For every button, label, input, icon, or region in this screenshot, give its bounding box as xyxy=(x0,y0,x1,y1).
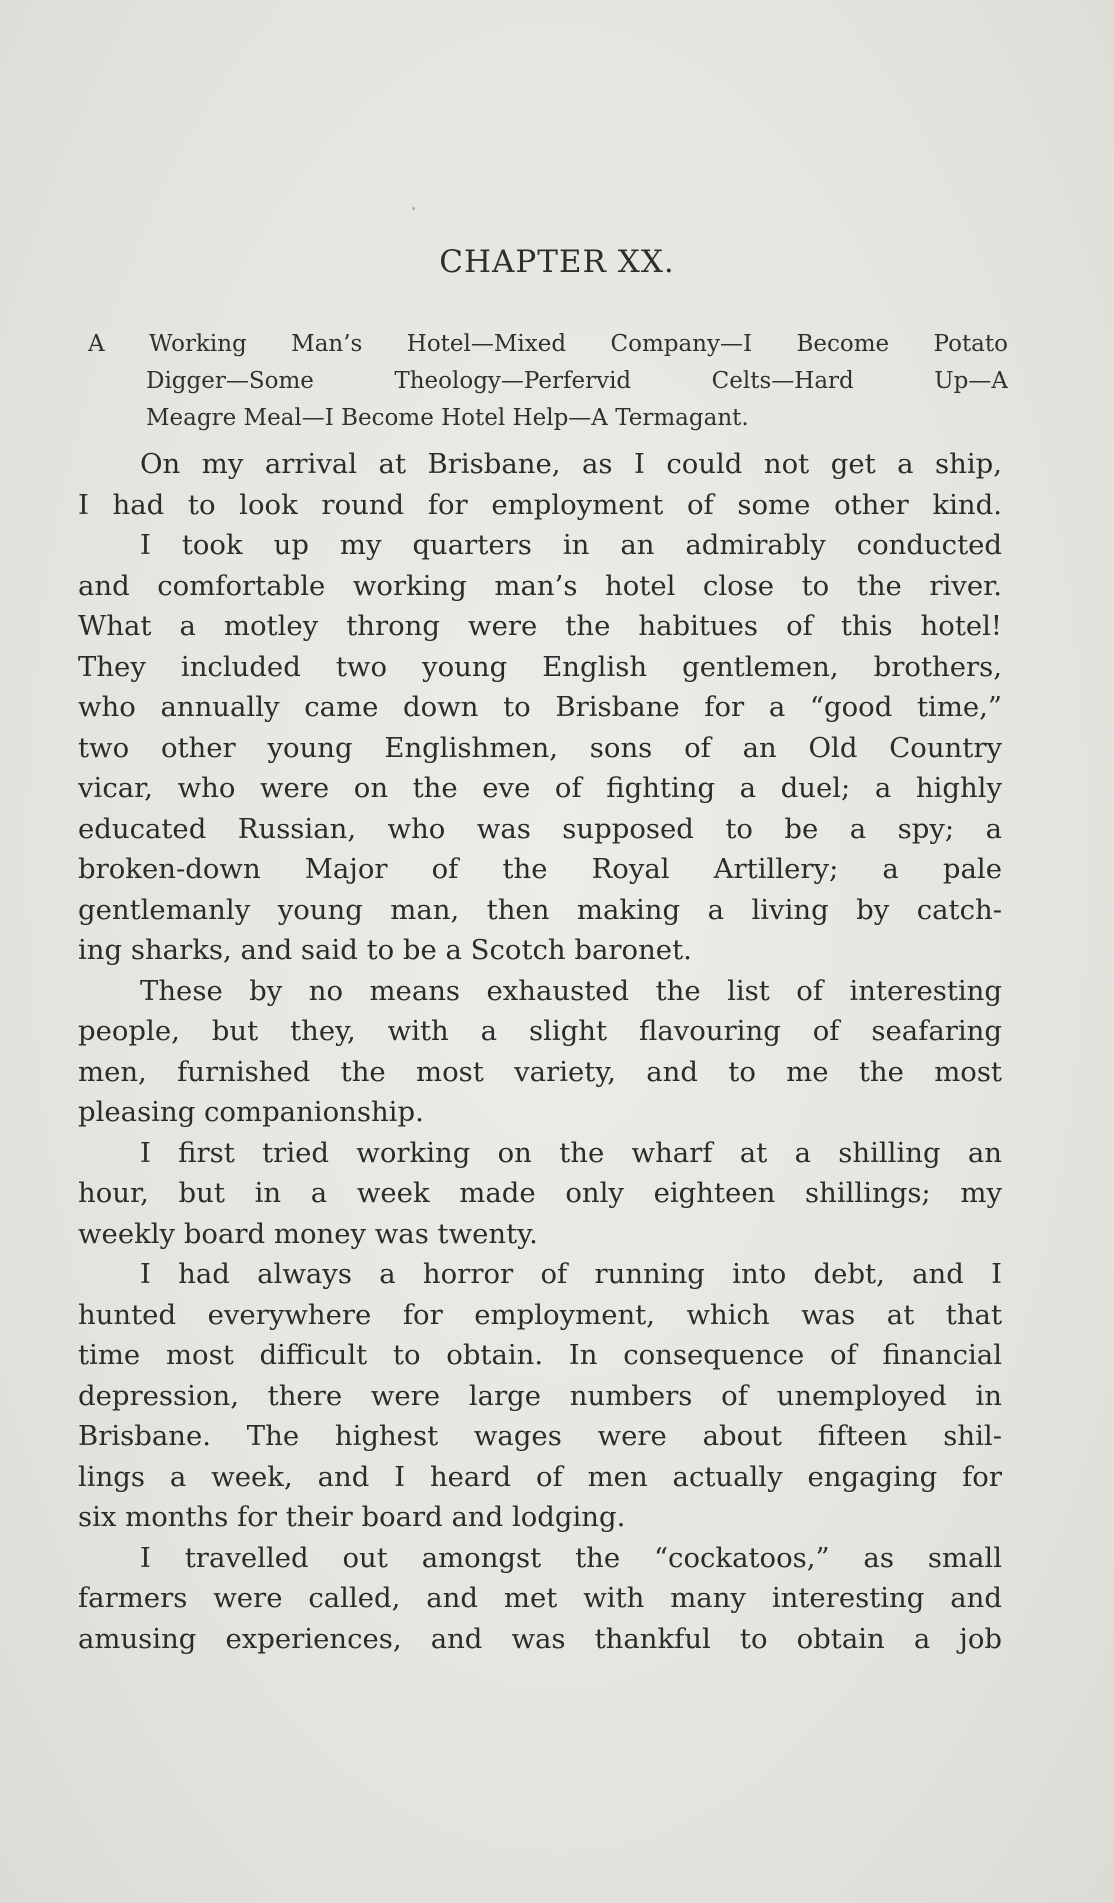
chapter-title: CHAPTER XX. xyxy=(439,244,675,280)
text-line: pleasing companionship. xyxy=(78,1096,424,1128)
text-line: They included two young English gentlemen, brothers, xyxy=(78,650,1002,683)
text-line: I took up my quarters in an admirably conducted xyxy=(140,529,1002,561)
text-line: ing sharks, and said to be a Scotch baronet. xyxy=(78,934,692,966)
summary-line: Meagre Meal—I Become Hotel Help—A Termagant. xyxy=(146,405,749,431)
text-line: men, furnished the most variety, and to me the most xyxy=(78,1055,1002,1088)
text-line: hour, but in a week made only eighteen shillings; my xyxy=(78,1177,1002,1209)
text-line: What a motley throng were the habitues of this hotel! xyxy=(78,610,1002,642)
text-line: six months for their board and lodging. xyxy=(78,1501,626,1533)
text-line: amusing experiences, and was thankful to obtain a job xyxy=(78,1622,1002,1655)
text-line: I travelled out amongst the “cockatoos,” as small xyxy=(140,1541,1002,1574)
text-line: weekly board money was twenty. xyxy=(78,1217,538,1250)
text-line: These by no means exhausted the list of interesting xyxy=(140,974,1002,1007)
text-line: lings a week, and I heard of men actually engaging for xyxy=(78,1460,1002,1493)
text-line: On my arrival at Brisbane, as I could not get a ship, xyxy=(140,448,1002,480)
text-line: people, but they, with a slight flavouring of seafaring xyxy=(78,1015,1002,1047)
text-line: I had to look round for employment of some other kind. xyxy=(78,488,1002,521)
text-line: broken-down Major of the Royal Artillery; a pale xyxy=(78,853,1002,885)
summary-line: A Working Man’s Hotel—Mixed Company—I Become Potato xyxy=(88,331,1008,357)
text-line: Brisbane. The highest wages were about fifteen shil- xyxy=(78,1420,1002,1452)
body-text xyxy=(78,444,1002,1659)
text-line: who annually came down to Brisbane for a “good time,” xyxy=(78,691,1002,723)
text-line: educated Russian, who was supposed to be a spy; a xyxy=(78,812,1002,845)
text-line: gentlemanly young man, then making a living by catch- xyxy=(78,893,1002,926)
text-line: time most difficult to obtain. In consequence of financial xyxy=(78,1339,1002,1371)
text-line: two other young Englishmen, sons of an Old Country xyxy=(78,731,1002,764)
text-line: I had always a horror of running into debt, and I xyxy=(140,1258,1002,1290)
text-line: farmers were called, and met with many interesting and xyxy=(78,1582,1002,1614)
ink-speck xyxy=(412,207,415,210)
chapter-summary xyxy=(88,326,1008,437)
text-line: and comfortable working man’s hotel close to the river. xyxy=(78,569,1002,602)
text-line: vicar, who were on the eve of fighting a duel; a highly xyxy=(78,772,1002,804)
text-line: depression, there were large numbers of unemployed in xyxy=(78,1379,1002,1412)
text-line: hunted everywhere for employment, which was at that xyxy=(78,1298,1002,1331)
text-line: I first tried working on the wharf at a shilling an xyxy=(140,1136,1002,1169)
summary-line: Digger—Some Theology—Perfervid Celts—Hard Up—A xyxy=(146,368,1008,394)
